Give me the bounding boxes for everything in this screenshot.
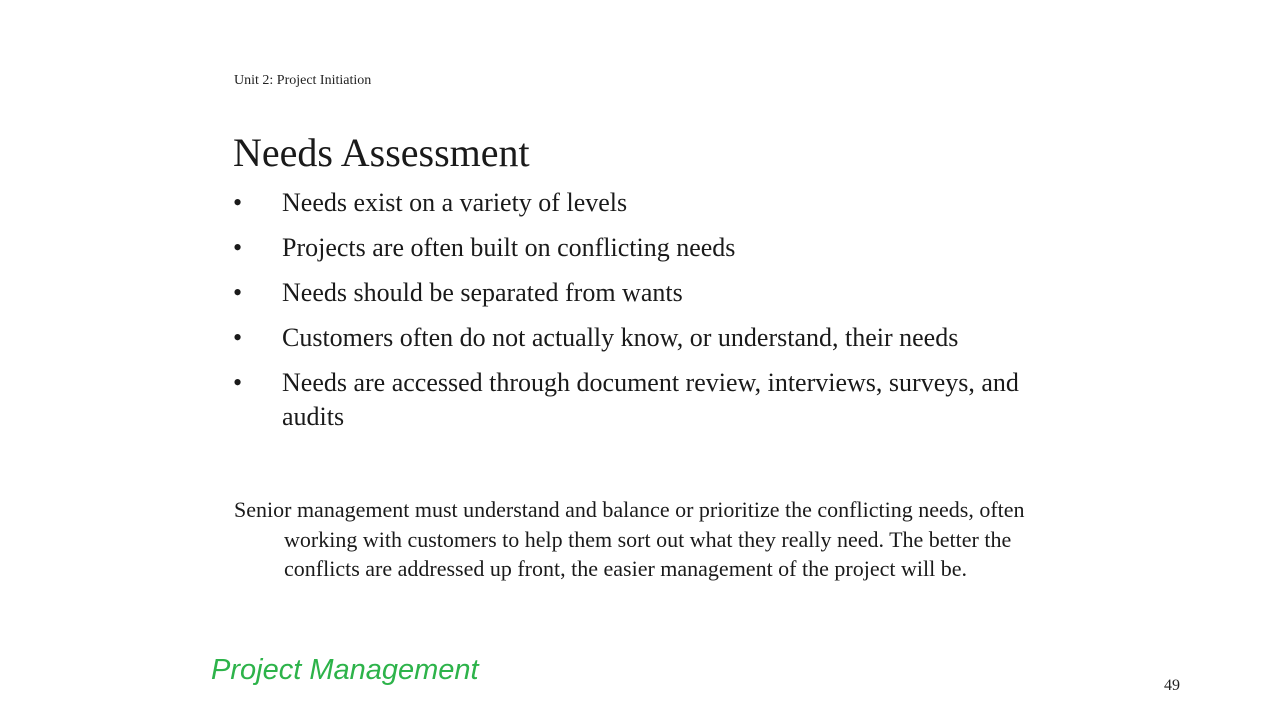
bullet-list — [233, 186, 1033, 445]
bullet-icon: • — [233, 188, 243, 217]
bullet-item — [233, 276, 1033, 310]
bullet-item — [233, 231, 1033, 265]
unit-label: Unit 2: Project Initiation — [234, 73, 372, 88]
summary-paragraph: Senior management must understand and balance or prioritize the conflicting needs, often working with customers to help them sort out what they really need. The better the conflicts are addressed up front, the easier management of the project will be. — [234, 497, 1025, 581]
bullet-item — [233, 366, 1033, 434]
slide-title: Needs Assessment — [233, 130, 530, 175]
page-number: 49 — [1164, 677, 1180, 694]
bullet-icon: • — [233, 278, 243, 307]
bullet-item — [233, 321, 1033, 355]
bullet-item — [233, 186, 1033, 220]
bullet-icon: • — [233, 233, 243, 262]
bullet-text: Needs should be separated from wants — [282, 278, 683, 307]
bullet-text: Needs are accessed through document review, interviews, surveys, and audits — [282, 368, 1019, 431]
bullet-icon: • — [233, 368, 243, 397]
bullet-text: Projects are often built on conflicting needs — [282, 233, 736, 262]
bullet-icon: • — [233, 323, 243, 352]
bullet-text: Needs exist on a variety of levels — [282, 188, 628, 217]
footer-brand: Project Management — [211, 654, 479, 686]
bullet-text: Customers often do not actually know, or understand, their needs — [282, 323, 959, 352]
